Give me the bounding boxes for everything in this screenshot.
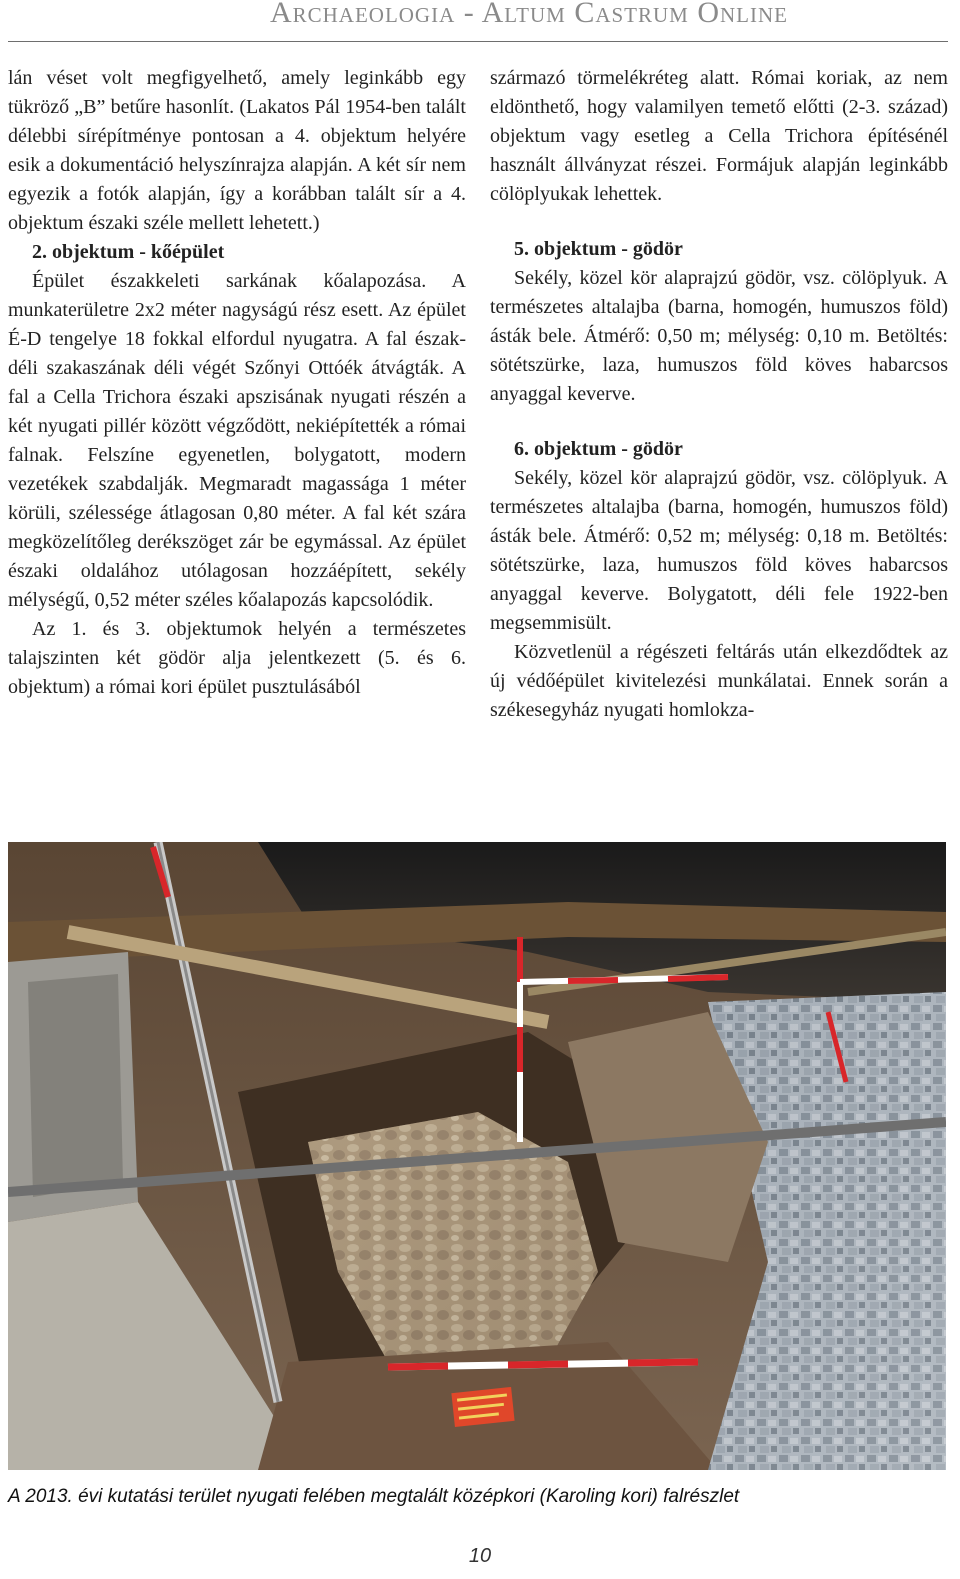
paragraph: Épület északkeleti sarkának kőalapozása. A munkaterületre 2x2 méter nagyságú rész esett. Az épület É-D tengelye 18 fokkal elfordul nyugatra. A fal észak-déli szakaszának déli végét Szőnyi Ottóék átvágták. A fal a Cella Trichora északi apszisának nyugati részén a két nyugati pillér között végződött, nekiépítették a római falnak. Felszíne egyenetlen, bolygatott, modern vezetékek szabdalják. Megmaradt magassága 1 méter körüli, szélessége átlagosan 0,80 méter. A fal két szára megközelítőleg derékszöget zár be egymással. Az épület északi oldalához utólagosan hozzáépített, sekély mélységű, 0,52 méter széles kőalapozás kapcsolódik.: [8, 270, 466, 611]
header-rule: [8, 41, 948, 42]
right-column: [490, 64, 948, 725]
figure-caption: A 2013. évi kutatási terület nyugati felében megtalált középkori (Karoling kori) falrészlet: [8, 1486, 740, 1507]
journal-title: Archaeologia - Altum Castrum Online: [269, 0, 788, 29]
paragraph: származó törmelékréteg alatt. Római koriak, az nem eldönthető, hogy valamilyen temető előtti (2-3. század) objektum vagy esetleg a Cella Trichora építésénél használt állványzat részei. Formájuk alapján leginkább cölöplyukak lehettek.: [490, 67, 948, 205]
excavation-photo-drawing: [8, 842, 946, 1470]
excavation-photo: [8, 842, 946, 1470]
paragraph: Sekély, közel kör alaprajzú gödör, vsz. cölöplyuk. A természetes altalajba (barna, homogén, humuszos föld) ásták bele. Átmérő: 0,52 m; mélység: 0,18 m. Betöltés: sötétszürke, laza, humuszos föld köves habarcsos anyaggal keverve. Bolygatott, déli fele 1922-ben megsemmisült.: [490, 467, 948, 634]
paragraph: lán véset volt megfigyelhető, amely leginkább egy tükröző „B” betűre hasonlít. (Lakatos Pál 1954-ben talált délebbi sírépítménye pontosan a 4. objektum helyére esik a dokumentáció helyszínrajza alapján. A két sír nem egyezik a fotók alapján, így a korábban talált sír a 4. objektum északi széle mellett lehetett.): [8, 67, 466, 234]
section-heading-6: 6. objektum - gödör: [514, 438, 683, 460]
left-column: [8, 64, 466, 702]
page-header: [0, 0, 960, 44]
paragraph: Az 1. és 3. objektumok helyén a természetes talajszinten két gödör alja jelentkezett (5. és 6. objektum) a római kori épület pusztulásából: [8, 618, 466, 698]
paragraph: Sekély, közel kör alaprajzú gödör, vsz. cölöplyuk. A természetes altalajba (barna, homogén, humuszos föld) ásták bele. Átmérő: 0,50 m; mélység: 0,10 m. Betöltés: sötétszürke, laza, humuszos föld köves habarcsos anyaggal keverve.: [490, 267, 948, 405]
section-heading-2: 2. objektum - kőépület: [32, 241, 225, 263]
page-number: 10: [468, 1545, 492, 1567]
section-heading-5: 5. objektum - gödör: [514, 238, 683, 260]
paragraph: Közvetlenül a régészeti feltárás után elkezdődtek az új védőépület kivitelezési munkálatai. Ennek során a székesegyház nyugati homlokza-: [490, 641, 948, 721]
